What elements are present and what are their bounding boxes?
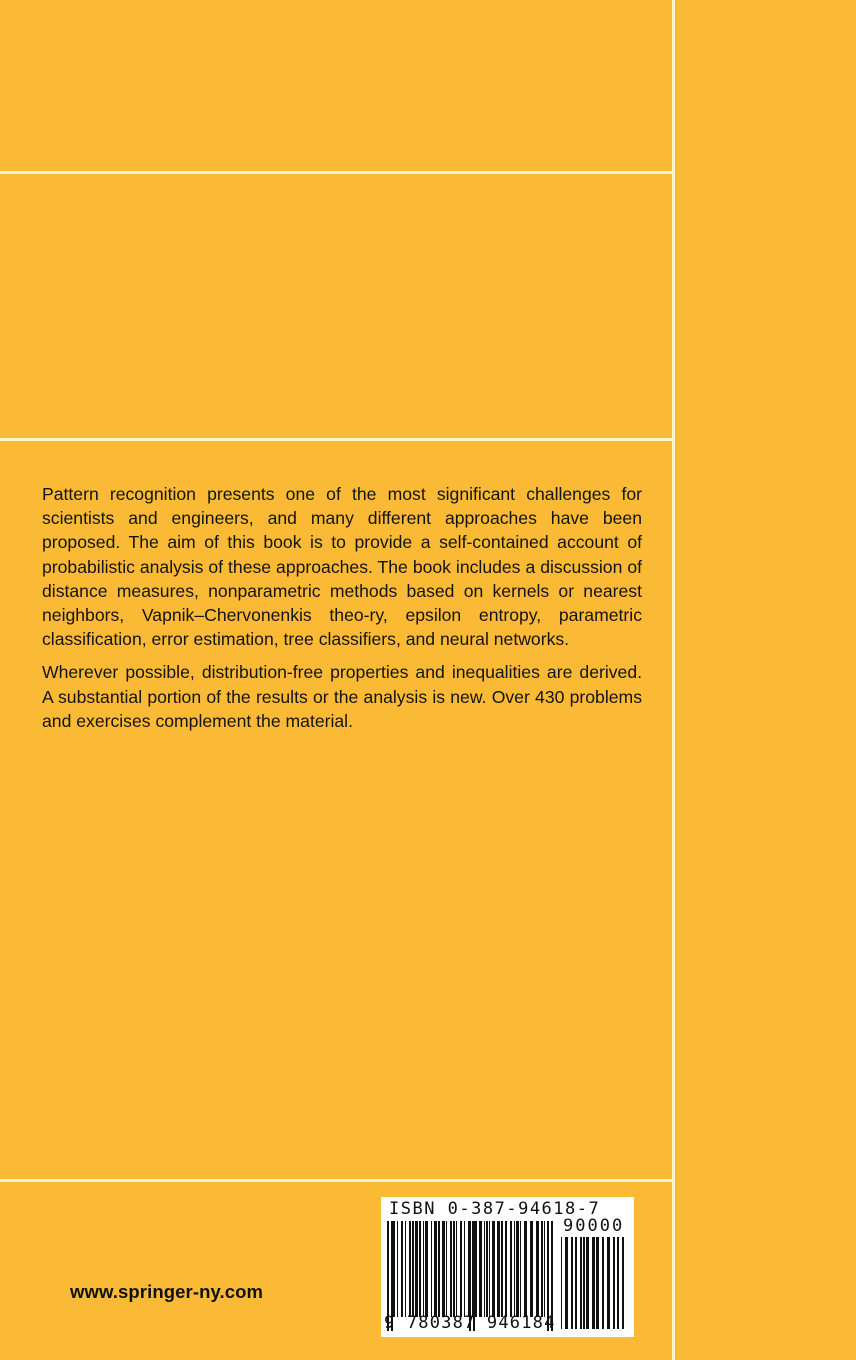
barcode-bar <box>425 1221 428 1317</box>
barcode-bar <box>524 1221 527 1317</box>
blurb-paragraph-2: Wherever possible, distribution-free properties and inequalities are derived. A substantial portion of the results or the analysis is new. Over 430 problems and exercises complement the material. <box>42 662 642 731</box>
isbn-number: ISBN 0-387-94618-7 <box>389 1199 601 1219</box>
barcode-bar <box>397 1221 398 1317</box>
barcode-bar <box>516 1221 519 1317</box>
barcode-bar <box>596 1237 599 1329</box>
barcode-bar <box>486 1221 488 1317</box>
barcode-bar <box>442 1221 445 1317</box>
barcode-bar <box>409 1221 411 1317</box>
barcode-bar <box>438 1221 440 1317</box>
barcode-bar <box>541 1221 543 1317</box>
blurb-paragraph-1: Pattern recognition presents one of the most significant challenges for scientists and engineers, and many different approaches have been proposed. The aim of this book is to provide a self-contained account of probabilistic analysis of these approaches. The book includes a discussion of distance measures, nonparametric methods based on kernels or nearest neighbors, Vapnik–Chervonenkis theo-ry, epsilon entropy, parametric classification, error estimation, tree classifiers, and neural networks. <box>42 484 642 650</box>
barcode-bar <box>468 1221 469 1317</box>
barcode-bar <box>456 1221 457 1317</box>
divider-line-bottom <box>0 1179 672 1182</box>
barcode-bar <box>565 1237 568 1329</box>
barcode-bar <box>450 1221 452 1317</box>
price-code: 90000 <box>563 1216 625 1236</box>
barcode-bar <box>592 1237 595 1329</box>
barcode-bar <box>479 1221 482 1317</box>
barcode-bar <box>544 1221 545 1317</box>
barcode-bar <box>575 1237 577 1329</box>
barcode-bar <box>580 1237 582 1329</box>
barcode-bar <box>419 1221 421 1317</box>
barcode-bar <box>602 1237 604 1329</box>
barcode-bar <box>401 1221 403 1317</box>
barcode-bar <box>497 1221 500 1317</box>
barcode-bar <box>583 1237 585 1329</box>
barcode-bar <box>613 1237 615 1329</box>
barcode-bar <box>530 1221 533 1317</box>
barcode-bar <box>501 1221 503 1317</box>
barcode-bar <box>405 1221 406 1317</box>
barcode-bar <box>607 1237 610 1329</box>
barcode-bar <box>423 1221 424 1317</box>
spine-divider <box>672 0 675 1360</box>
barcode-bar <box>489 1221 490 1317</box>
barcode-bar <box>484 1221 485 1317</box>
barcode-bar <box>415 1221 418 1317</box>
barcode-bar <box>431 1221 432 1317</box>
barcode-bar <box>412 1221 414 1317</box>
barcode-bar <box>492 1221 495 1317</box>
barcode-bar <box>464 1221 465 1317</box>
barcode-bar <box>514 1221 515 1317</box>
barcode-bar <box>571 1237 573 1329</box>
back-cover-blurb <box>42 482 642 742</box>
barcode-bar <box>446 1221 447 1317</box>
divider-line-middle <box>0 438 672 441</box>
barcode-bar <box>510 1221 512 1317</box>
isbn-barcode <box>381 1197 634 1337</box>
barcode-bar <box>475 1221 477 1317</box>
barcode-bar <box>434 1221 437 1317</box>
barcode-bar <box>453 1221 455 1317</box>
publisher-website: www.springer-ny.com <box>70 1281 264 1302</box>
barcode-bar <box>505 1221 507 1317</box>
barcode-bar <box>617 1237 619 1329</box>
barcode-bar <box>622 1237 624 1329</box>
barcode-bar <box>536 1221 539 1317</box>
barcode-bar <box>586 1237 589 1329</box>
barcode-bar <box>460 1221 462 1317</box>
divider-line-top <box>0 171 672 174</box>
ean-digits: 9 780387 946184 <box>384 1313 556 1333</box>
barcode-bar <box>561 1237 562 1329</box>
barcode-bar <box>393 1221 395 1317</box>
barcode-bar <box>520 1221 521 1317</box>
